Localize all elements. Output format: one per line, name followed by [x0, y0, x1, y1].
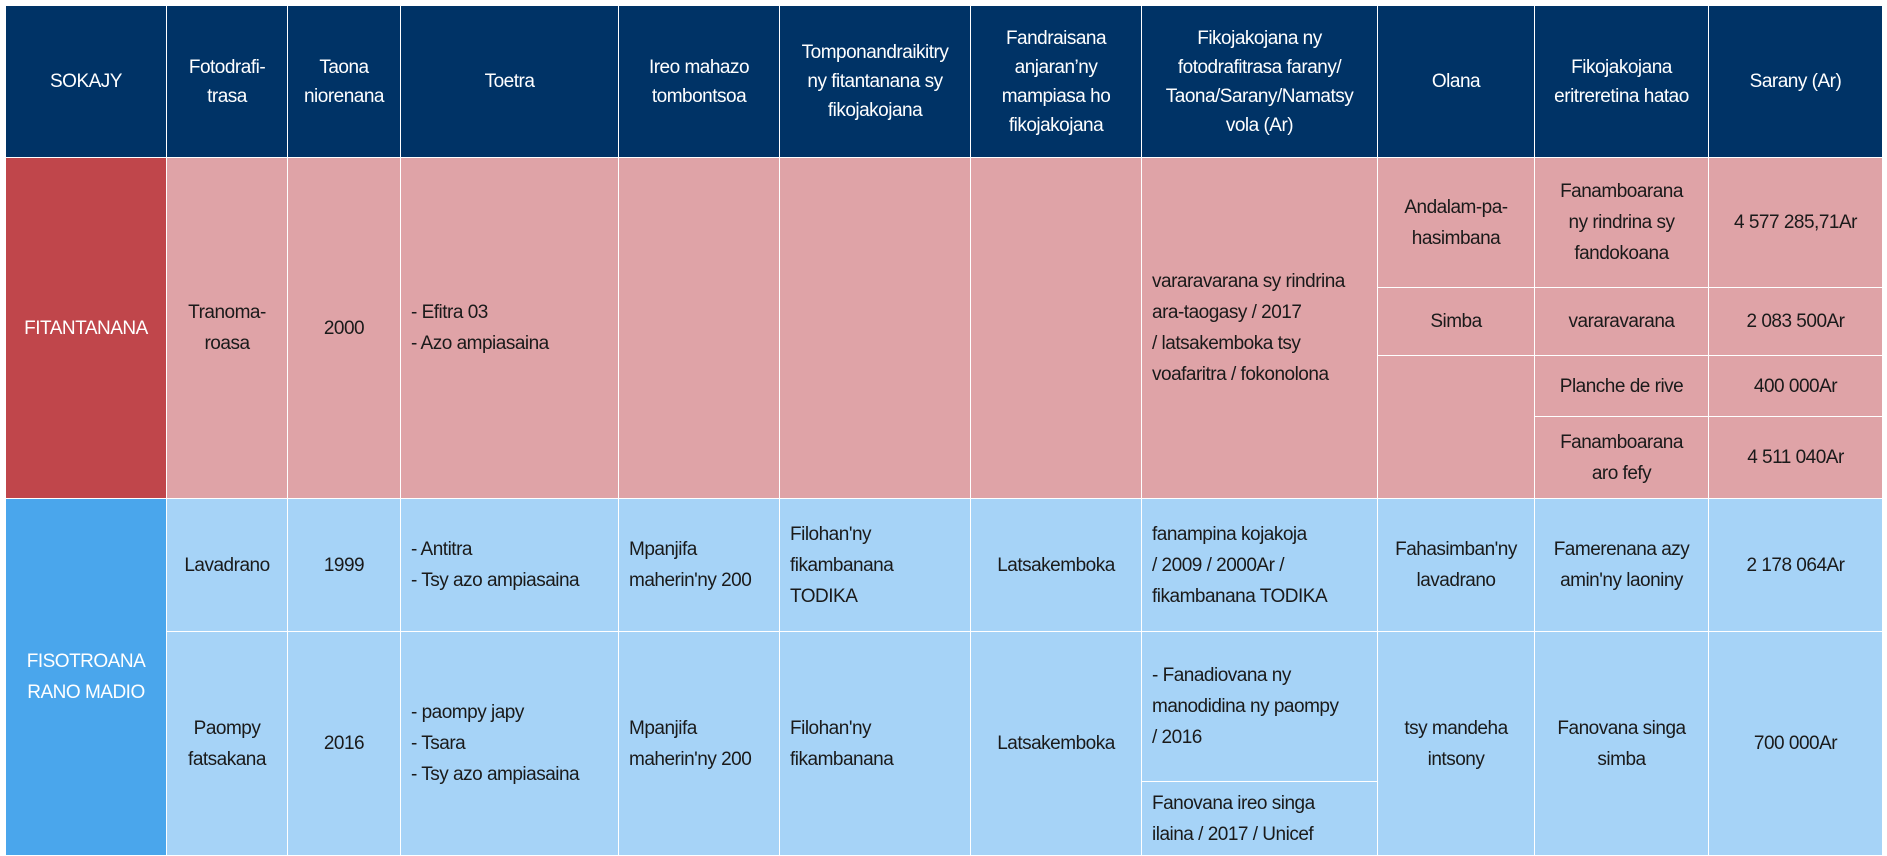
responsible-cell	[780, 158, 971, 499]
planned-cell: Fanamboarana ny rindrina sy fandokoana	[1535, 158, 1709, 288]
infrastructure-cell: Tranoma- roasa	[167, 158, 288, 499]
year-cell: 2000	[288, 158, 401, 499]
cost-cell: 400 000Ar	[1709, 356, 1883, 417]
contribution-cell: Latsakemboka	[971, 499, 1142, 632]
last-maintenance-cell: - Fanadiovana ny manodidina ny paompy / 2016	[1142, 632, 1378, 782]
status-cell: - paompy japy - Tsara - Tsy azo ampiasaina	[401, 632, 619, 856]
last-maintenance-cell: Fanovana ireo singa ilaina / 2017 / Unicef	[1142, 782, 1378, 856]
problem-cell: Fahasimban'ny lavadrano	[1378, 499, 1535, 632]
beneficiaries-cell: Mpanjifa maherin'ny 200	[619, 499, 780, 632]
table-row	[6, 158, 1883, 288]
planned-cell: Famerenana azy amin'ny laoniny	[1535, 499, 1709, 632]
status-cell: - Antitra - Tsy azo ampiasaina	[401, 499, 619, 632]
header-fikojakojana-hatao: Fikojakojana eritreretina hatao	[1535, 6, 1709, 158]
last-maintenance-cell: fanampina kojakoja / 2009 / 2000Ar / fikambanana TODIKA	[1142, 499, 1378, 632]
responsible-cell: Filohan'ny fikambanana	[780, 632, 971, 856]
header-sokajy: SOKAJY	[6, 6, 167, 158]
problem-cell: tsy mandeha intsony	[1378, 632, 1535, 856]
maintenance-table	[5, 5, 1883, 856]
planned-cell: Fanamboarana aro fefy	[1535, 417, 1709, 499]
last-maintenance-cell: vararavarana sy rindrina ara-taogasy / 2017 / latsakemboka tsy voafaritra / fokonolona	[1142, 158, 1378, 499]
table-row	[6, 499, 1883, 632]
planned-cell: Planche de rive	[1535, 356, 1709, 417]
category-fitantanana: FITANTANANA	[6, 158, 167, 499]
cost-cell: 4 511 040Ar	[1709, 417, 1883, 499]
header-fotodrafitrasa: Fotodrafi- trasa	[167, 6, 288, 158]
planned-cell: Fanovana singa simba	[1535, 632, 1709, 856]
header-fikojakojana-farany: Fikojakojana ny fotodrafitrasa farany/ Taona/Sarany/Namatsy vola (Ar)	[1142, 6, 1378, 158]
contribution-cell: Latsakemboka	[971, 632, 1142, 856]
infrastructure-cell: Paompy fatsakana	[167, 632, 288, 856]
header-mahazo-tombontsoa: Ireo mahazo tombontsoa	[619, 6, 780, 158]
cost-cell: 2 083 500Ar	[1709, 288, 1883, 356]
header-row	[6, 6, 1883, 158]
header-sarany: Sarany (Ar)	[1709, 6, 1883, 158]
cost-cell: 4 577 285,71Ar	[1709, 158, 1883, 288]
planned-cell: vararavarana	[1535, 288, 1709, 356]
header-tomponandraikitra: Tomponandraikitry ny fitantanana sy fikojakojana	[780, 6, 971, 158]
table-row	[6, 632, 1883, 782]
responsible-cell: Filohan'ny fikambanana TODIKA	[780, 499, 971, 632]
header-taona-niorenana: Taona niorenana	[288, 6, 401, 158]
header-olana: Olana	[1378, 6, 1535, 158]
cost-cell: 700 000Ar	[1709, 632, 1883, 856]
cost-cell: 2 178 064Ar	[1709, 499, 1883, 632]
beneficiaries-cell	[619, 158, 780, 499]
year-cell: 2016	[288, 632, 401, 856]
problem-cell: Andalam-pa- hasimbana	[1378, 158, 1535, 288]
problem-cell	[1378, 356, 1535, 499]
status-cell: - Efitra 03 - Azo ampiasaina	[401, 158, 619, 499]
infrastructure-cell: Lavadrano	[167, 499, 288, 632]
header-fandraisana-anjara: Fandraisana anjaran’ny mampiasa ho fikojakojana	[971, 6, 1142, 158]
beneficiaries-cell: Mpanjifa maherin'ny 200	[619, 632, 780, 856]
header-toetra: Toetra	[401, 6, 619, 158]
year-cell: 1999	[288, 499, 401, 632]
problem-cell: Simba	[1378, 288, 1535, 356]
contribution-cell	[971, 158, 1142, 499]
category-fisotroana: FISOTROANA RANO MADIO	[6, 499, 167, 856]
